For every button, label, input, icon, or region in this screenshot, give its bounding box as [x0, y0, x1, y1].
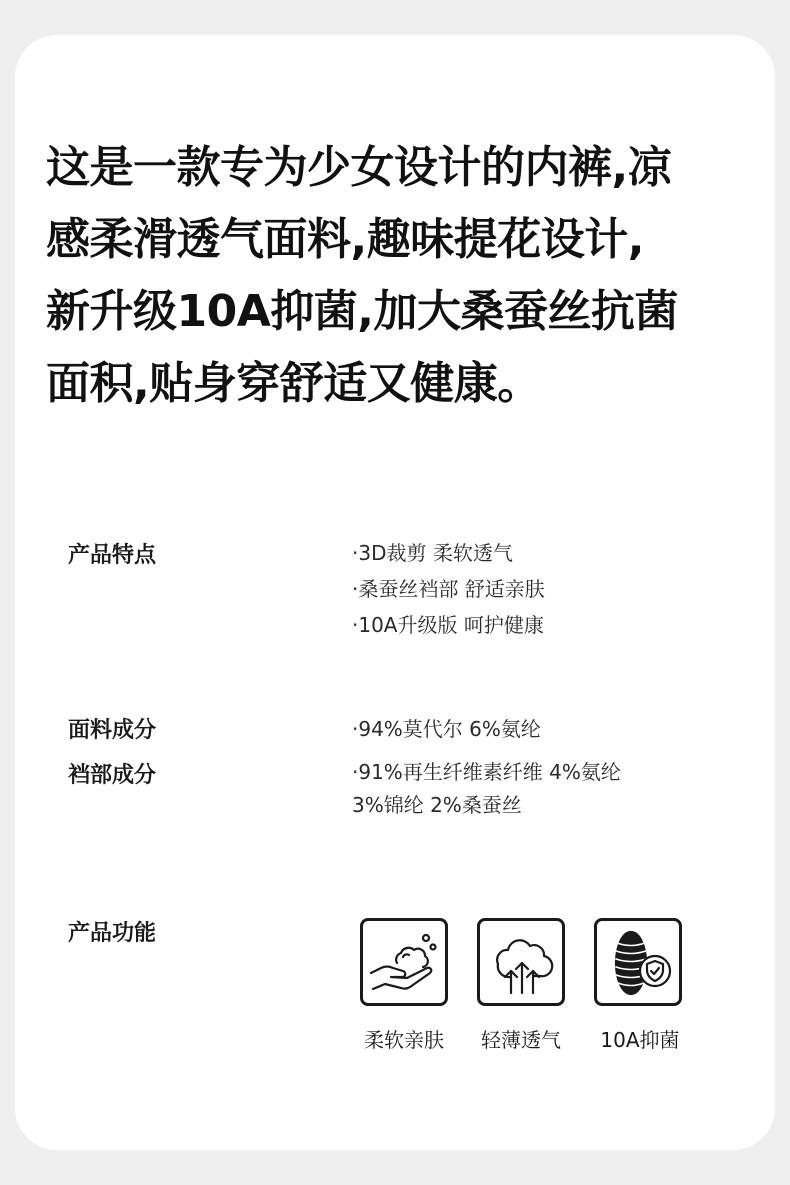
crotch-item: 3%锦纶 2%桑蚕丝 — [352, 793, 522, 817]
fabric-label: 面料成分 — [68, 718, 157, 743]
headline-line: 感柔滑透气面料,趣味提花设计, — [46, 214, 644, 265]
crotch-item: ·91%再生纤维素纤维 4%氨纶 — [352, 760, 621, 784]
soft-hand-bubbles-icon — [360, 918, 448, 1006]
functions-label: 产品功能 — [68, 921, 157, 946]
breathable-cloud-arrows-icon — [477, 918, 565, 1006]
fabric-item: ·94%莫代尔 6%氨纶 — [352, 717, 541, 741]
feature-item: ·3D裁剪 柔软透气 — [352, 541, 513, 565]
feature-item: ·10A升级版 呵护健康 — [352, 613, 544, 637]
headline-line: 面积,贴身穿舒适又健康。 — [46, 358, 541, 409]
headline-line: 这是一款专为少女设计的内裤,凉 — [46, 142, 672, 193]
feature-item: ·桑蚕丝裆部 舒适亲肤 — [352, 577, 545, 601]
features-label: 产品特点 — [68, 543, 157, 568]
crotch-label: 裆部成分 — [68, 763, 157, 788]
function-label: 轻薄透气 — [481, 1028, 561, 1052]
fabric-list — [352, 711, 541, 747]
function-label: 柔软亲肤 — [364, 1028, 444, 1052]
function-label: 10A抑菌 — [600, 1028, 680, 1052]
product-headline — [46, 132, 756, 420]
antibacterial-shield-icon — [594, 918, 682, 1006]
features-list — [352, 535, 545, 643]
crotch-list — [352, 756, 621, 822]
headline-line: 新升级10A抑菌,加大桑蚕丝抗菌 — [46, 286, 678, 337]
